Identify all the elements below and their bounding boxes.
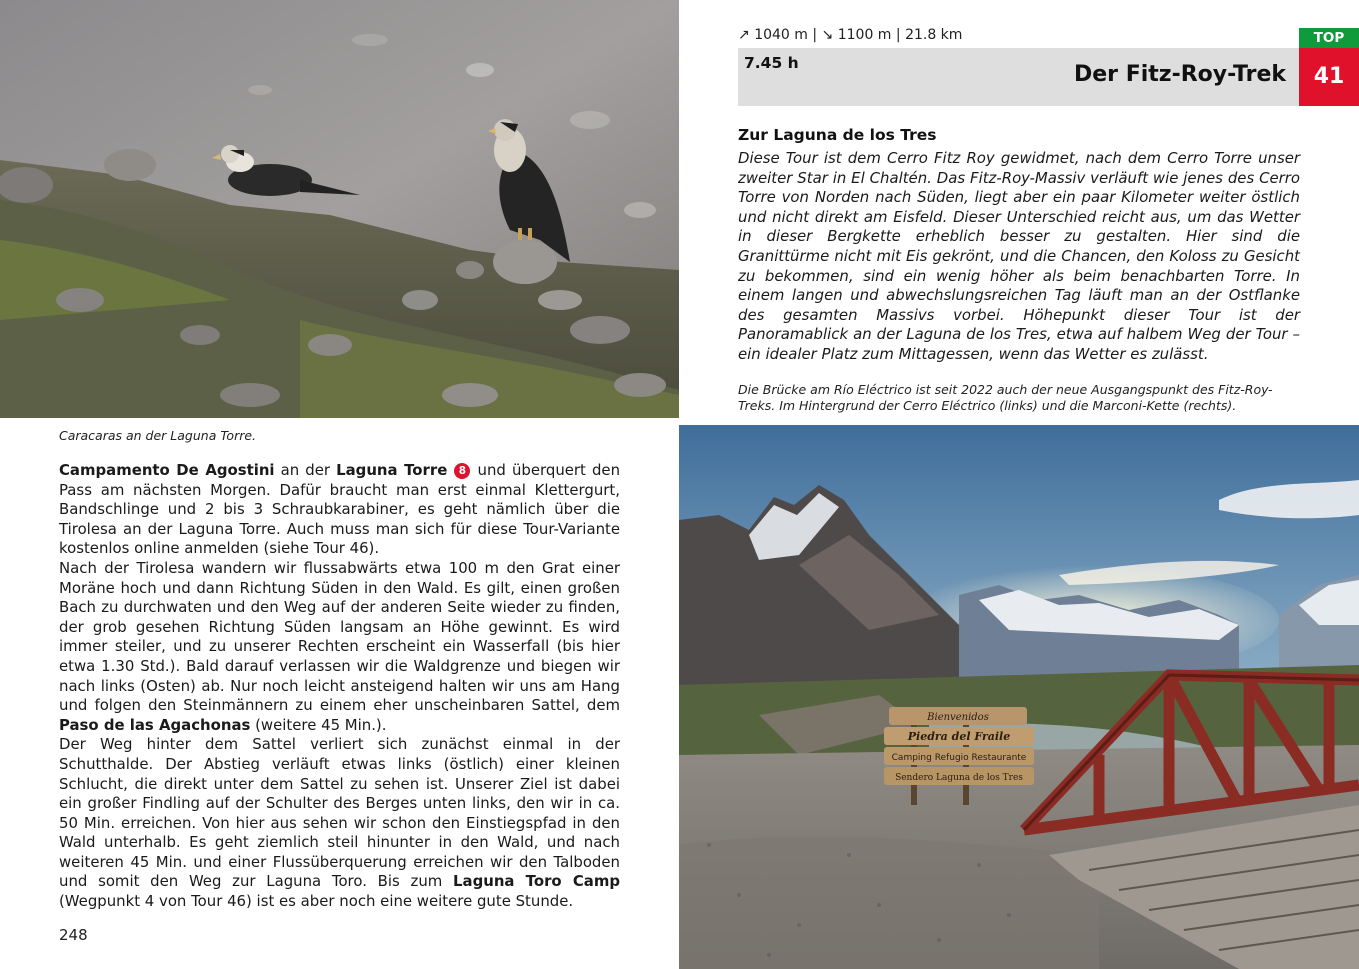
paragraph bbox=[59, 461, 620, 559]
text-run: (weitere 45 Min.). bbox=[250, 715, 387, 734]
place-name: Paso de las Agachonas bbox=[59, 715, 251, 734]
tour-number: 41 bbox=[1299, 48, 1359, 106]
waypoint-badge: 8 bbox=[454, 463, 470, 479]
intro-text: Diese Tour ist dem Cerro Fitz Roy gewidmet, nach dem Cerro Torre unser zweiter Star in El Chaltén. Das Fitz-Roy-Massiv verläuft wie jenes des Cerro Torre von Norden nach Süden, liegt aber ein paar Kilometer weiter östlich und nicht direkt am Eisfeld. Dieser Unterschied reicht aus, um das Wetter in dieser Bergkette erheblich besser zu gestalten. Hier sind die Granittürme nicht mit Eis gekrönt, und die Chancen, den Koloss zu Gesicht zu bekommen, sind ein wenig höher als beim benachbarten Torre. In einem langen und abwechslungsreichen Tag läuft man an der Ostflanke des gesamten Massivs vorbei. Höhepunkt dieser Tour ist der Panoramablick an der Laguna de los Tres, etwa auf halbem Weg der Tour – ein idealer Platz zum Mittagessen, wenn das Wetter es zulässt. bbox=[738, 149, 1300, 363]
place-name: Laguna Torre bbox=[336, 461, 448, 479]
body-text bbox=[59, 461, 620, 912]
separator: | bbox=[812, 27, 818, 43]
sign-line-4: Sendero Laguna de los Tres bbox=[895, 773, 1023, 783]
caption-caracaras: Caracaras an der Laguna Torre. bbox=[59, 428, 257, 443]
text-run: Der Weg hinter dem Sattel verliert sich zunächst einmal in der Schutthalde. Der Abstieg verläuft etwas links (östlich) einer kleinen Schlucht, die direkt unter dem Sattel zu sehen ist. Unserer Ziel ist dabei ein großer Findling auf der Schulter des Berges unten links, den wir in ca. 50 Min. erreichen. Von hier aus sehen wir schon den Einstiegspfad in den Wald unterhalb. Es geht ziemlich steil hinunter in den Wald, und nach weiteren 45 Min. und einer Flussüberquerung erreichen wir den Talboden und somit den Weg zur Laguna Toro. Bis zum bbox=[59, 735, 620, 891]
sign-line-2: Piedra del Fraile bbox=[907, 730, 1011, 743]
tour-title: Der Fitz-Roy-Trek bbox=[1074, 62, 1286, 87]
ascent-icon: ↗ bbox=[738, 27, 750, 43]
top-badge: TOP bbox=[1299, 28, 1359, 48]
photo-bridge bbox=[679, 425, 1359, 969]
intro-subheading: Zur Laguna de los Tres bbox=[738, 126, 937, 144]
sign-line-3: Camping Refugio Restaurante bbox=[891, 753, 1027, 763]
paragraph bbox=[59, 735, 620, 911]
page-number: 248 bbox=[59, 926, 88, 944]
distance-value: 21.8 km bbox=[905, 27, 963, 43]
text-run: (Wegpunkt 4 von Tour 46) ist es aber noch eine weitere gute Stunde. bbox=[59, 892, 574, 911]
descent-value: 1100 m bbox=[837, 27, 892, 43]
separator: | bbox=[895, 27, 901, 43]
descent-icon: ↘ bbox=[821, 27, 834, 43]
photo-caracaras bbox=[0, 0, 679, 418]
place-name: Laguna Toro Camp bbox=[453, 872, 620, 891]
caption-bridge: Die Brücke am Río Eléctrico ist seit 2022 auch der neue Ausgangspunkt des Fitz-Roy-Treks. Im Hintergrund der Cerro Eléctrico (links) und die Marconi-Kette (rechts). bbox=[738, 382, 1273, 413]
place-name: Campamento De Agostini bbox=[59, 461, 275, 479]
text-run: und überquert den Pass am nächsten Morgen. Dafür braucht man erst einmal Klettergurt, Bandschlinge und 2 bis 3 Schraubkarabiner, es geht nämlich über die Tirolesa an der Laguna Torre. Auch muss man sich für diese Tour-Variante kostenlos online anmelden (siehe Tour 46). bbox=[59, 461, 621, 558]
paragraph bbox=[59, 559, 620, 735]
tour-stats bbox=[738, 27, 962, 43]
ascent-value: 1040 m bbox=[754, 27, 808, 43]
duration: 7.45 h bbox=[744, 54, 799, 72]
text-run: Nach der Tirolesa wandern wir flussabwärts etwa 100 m den Grat einer Moräne hoch und dann Richtung Süden in den Wald. Es gilt, einen großen Bach zu durchwaten und den Weg auf der anderen Seite wieder zu finden, der grob gesehen Richtung Süden langsam an Höhe gewinnt. Es wird immer steiler, und zu unserer Rechten erscheint ein Wasserfall (bis hier etwa 1.30 Std.). Bald darauf verlassen wir die Waldgrenze und biegen wir nach links (Osten) ab. Nur noch leicht ansteigend halten wir uns am Hang und folgen den Steinmännern zu einem eher unscheinbaren Sattel, dem bbox=[59, 558, 620, 715]
sign-line-1: Bienvenidos bbox=[927, 712, 989, 723]
text-run: an der bbox=[274, 461, 337, 479]
